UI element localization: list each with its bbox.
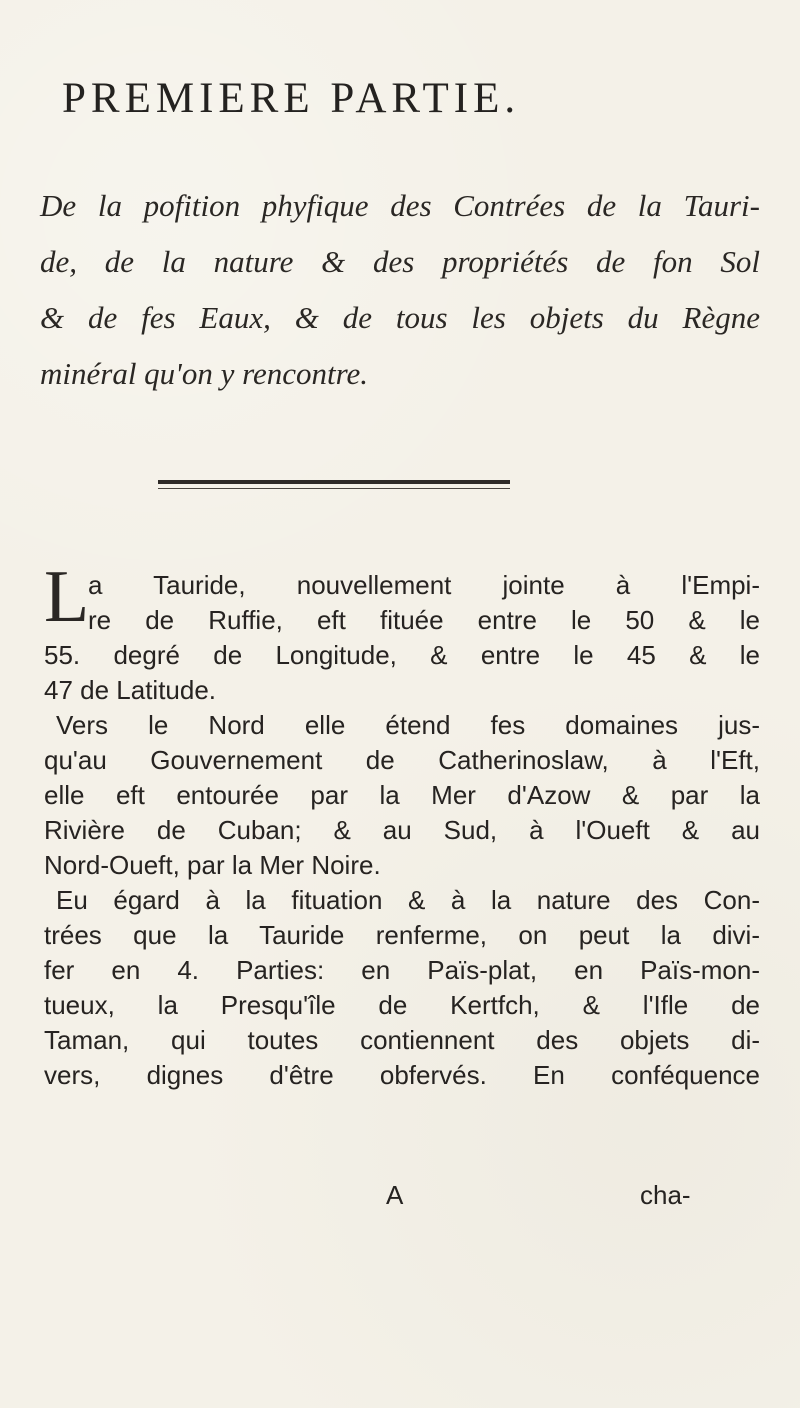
paragraph-2-line-1: Vers le Nord elle étend fes domaines jus- bbox=[56, 710, 760, 740]
divider-thin-rule bbox=[158, 488, 510, 489]
page-header: PREMIERE PARTIE. bbox=[62, 75, 521, 122]
paragraph-3-line-6: vers, dignes d'être obfervés. En conféquence bbox=[44, 1060, 760, 1090]
paragraph-1-line-2: re de Ruffie, eft fituée entre le 50 & le bbox=[88, 605, 760, 635]
chapter-heading bbox=[40, 178, 764, 402]
catchword: cha- bbox=[640, 1180, 691, 1210]
paragraph-1-line-4: 47 de Latitude. bbox=[44, 675, 217, 705]
divider-thick-rule bbox=[158, 480, 510, 484]
paragraph-3-line-1: Eu égard à la fituation & à la nature des Con- bbox=[56, 885, 760, 915]
body-text bbox=[44, 556, 760, 1093]
drop-cap: L bbox=[44, 556, 90, 638]
paragraph-2-line-2: qu'au Gouvernement de Catherinoslaw, à l'Eft, bbox=[44, 745, 760, 775]
paragraph-2-line-4: Rivière de Cuban; & au Sud, à l'Oueft & au bbox=[44, 815, 760, 845]
paragraph-3-line-4: tueux, la Presqu'île de Kertfch, & l'Ifle de bbox=[44, 990, 760, 1020]
ornamental-divider bbox=[158, 480, 510, 492]
paragraph-3-line-2: trées que la Tauride renferme, on peut la divi- bbox=[44, 920, 760, 950]
paragraph-2-line-3: elle eft entourée par la Mer d'Azow & par la bbox=[44, 780, 760, 810]
paragraph-1-line-1: a Tauride, nouvellement jointe à l'Empi- bbox=[88, 570, 760, 600]
paragraph-3-line-3: fer en 4. Parties: en Païs-plat, en Païs-mon- bbox=[44, 955, 760, 985]
signature-mark: A bbox=[386, 1180, 404, 1210]
paragraph-2-line-5: Nord-Oueft, par la Mer Noire. bbox=[44, 850, 381, 880]
chapter-line-1: De la pofition phyfique des Contrées de la Tauri- bbox=[40, 188, 760, 223]
paragraph-3-line-5: Taman, qui toutes contiennent des objets di- bbox=[44, 1025, 760, 1055]
chapter-line-3: & de fes Eaux, & de tous les objets du Règne bbox=[40, 300, 760, 335]
paragraph-1-line-3: 55. degré de Longitude, & entre le 45 & le bbox=[44, 640, 760, 670]
chapter-line-2: de, de la nature & des propriétés de fon Sol bbox=[40, 244, 760, 279]
chapter-line-4: minéral qu'on y rencontre. bbox=[40, 356, 369, 391]
